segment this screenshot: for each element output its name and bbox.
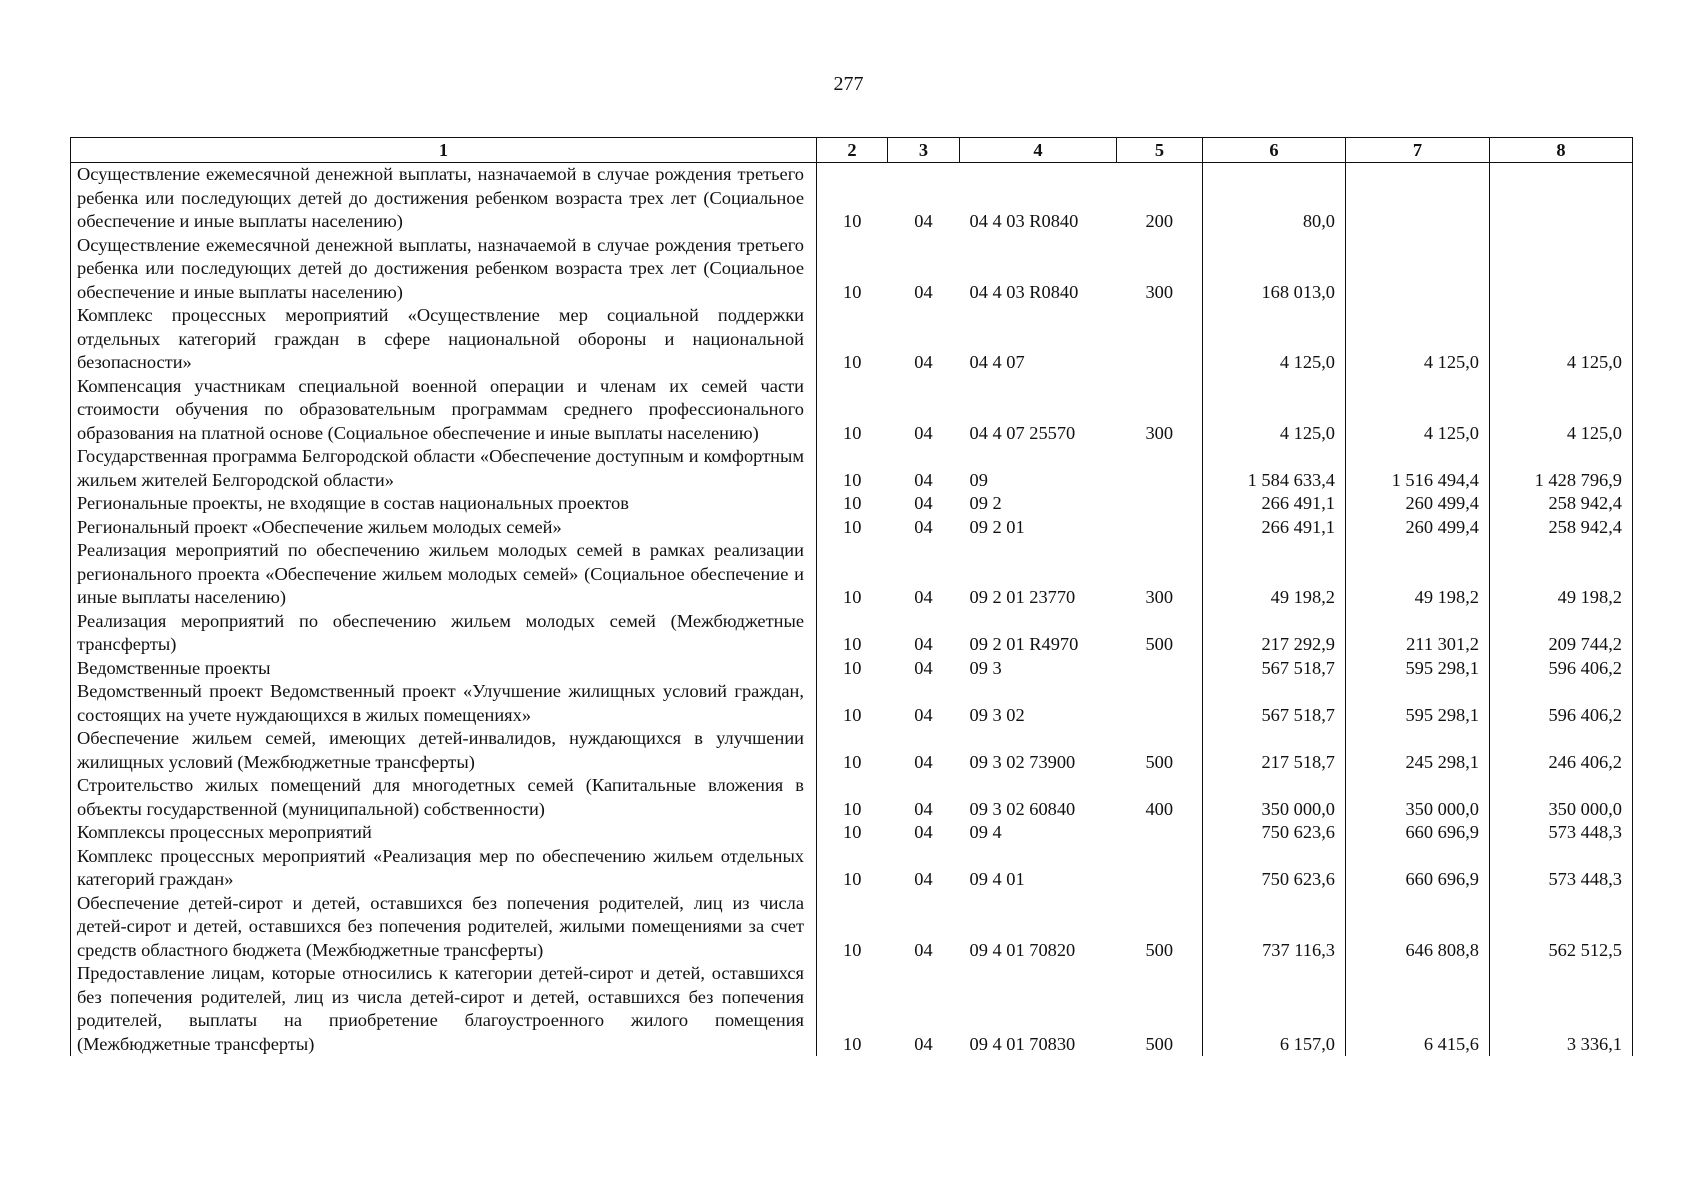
row-value-col6: 750 623,6 [1203,845,1346,892]
row-expense-type [1117,845,1203,892]
row-value-col6: 80,0 [1203,163,1346,234]
row-section: 10 [817,610,888,657]
row-target-code: 09 4 01 70830 [969,1033,1076,1054]
row-name: Осуществление ежемесячной денежной выплаты, назначаемой в случае рождения третьего ребенка или последующих детей до достижения ребенком возраста трех лет (Социальное обеспечение и иные выплаты населению) [71,234,817,305]
row-value-col8: 3 336,1 [1490,962,1633,1056]
row-name: Ведомственные проекты [71,657,817,681]
header-col-6: 6 [1203,138,1346,163]
row-value-col7: 646 808,8 [1346,892,1490,963]
row-section: 10 [817,821,888,845]
row-section: 10 [817,516,888,540]
row-subsection: 04 [914,1033,933,1054]
table-row [71,845,1633,892]
row-target-code: 09 3 [969,657,1002,678]
row-name: Компенсация участникам специальной военной операции и членам их семей части стоимости обучения по образовательным программам среднего профессионального образования на платной основе (Социальное обеспечение и иные выплаты населению) [71,375,817,446]
row-value-col8: 350 000,0 [1490,774,1633,821]
row-section: 10 [817,492,888,516]
row-subsection: 04 [914,211,933,231]
row-value-col8: 562 512,5 [1490,892,1633,963]
table-row [71,774,1633,821]
row-subsection: 04 [914,469,933,490]
budget-table [70,137,1633,1056]
row-section: 10 [817,304,888,375]
row-target-code: 09 2 [969,493,1002,513]
row-section: 10 [817,774,888,821]
row-subsection: 04 [914,704,933,725]
row-value-col8: 4 125,0 [1490,304,1633,375]
row-target-code: 09 2 01 23770 [969,587,1076,607]
table-row [71,657,1633,681]
header-col-3: 3 [888,138,960,163]
row-value-col7: 6 415,6 [1346,962,1490,1056]
row-name: Осуществление ежемесячной денежной выплаты, назначаемой в случае рождения третьего ребенка или последующих детей до достижения ребенком возраста трех лет (Социальное обеспечение и иные выплаты населению) [71,163,817,234]
table-header [71,138,1633,163]
row-value-col7: 660 696,9 [1346,845,1490,892]
row-value-col7: 4 125,0 [1346,304,1490,375]
row-value-col6: 49 198,2 [1203,539,1346,610]
table-row [71,492,1633,516]
row-value-col6: 567 518,7 [1203,657,1346,681]
row-section: 10 [817,892,888,963]
row-value-col6: 217 518,7 [1203,727,1346,774]
row-subsection: 04 [914,281,933,302]
row-value-col6: 217 292,9 [1203,610,1346,657]
row-section: 10 [817,234,888,305]
header-row [71,138,1633,163]
row-name: Строительство жилых помещений для многодетных семей (Капитальные вложения в объекты государственной (муниципальной) собственности) [71,774,817,821]
row-value-col7: 211 301,2 [1346,610,1490,657]
row-subsection: 04 [914,798,933,819]
header-col-4: 4 [960,138,1117,163]
row-value-col8 [1490,234,1633,305]
header-col-5: 5 [1117,138,1203,163]
row-value-col8: 246 406,2 [1490,727,1633,774]
table-row [71,539,1633,610]
row-value-col7 [1346,163,1490,234]
row-value-col6: 567 518,7 [1203,680,1346,727]
row-expense-type [1117,445,1203,492]
row-value-col6: 737 116,3 [1203,892,1346,963]
page-number: 277 [833,73,864,95]
table-row [71,234,1633,305]
row-section: 10 [817,445,888,492]
row-value-col6: 350 000,0 [1203,774,1346,821]
row-value-col7: 1 516 494,4 [1346,445,1490,492]
row-value-col6: 4 125,0 [1203,375,1346,446]
row-expense-type: 200 [1145,211,1174,231]
table-row [71,610,1633,657]
row-value-col8: 209 744,2 [1490,610,1633,657]
row-value-col6: 266 491,1 [1203,492,1346,516]
table-row [71,304,1633,375]
row-name: Региональные проекты, не входящие в состав национальных проектов [71,492,817,516]
row-value-col7: 4 125,0 [1346,375,1490,446]
row-value-col6: 4 125,0 [1203,304,1346,375]
row-value-col8: 596 406,2 [1490,680,1633,727]
row-value-col7: 350 000,0 [1346,774,1490,821]
row-section: 10 [817,539,888,610]
table-row [71,962,1633,1056]
row-name: Региональный проект «Обеспечение жильем молодых семей» [71,516,817,540]
row-expense-type: 500 [1145,634,1174,654]
row-value-col6: 168 013,0 [1203,234,1346,305]
row-value-col8: 258 942,4 [1490,492,1633,516]
row-section: 10 [817,680,888,727]
row-value-col7: 49 198,2 [1346,539,1490,610]
row-value-col8: 573 448,3 [1490,821,1633,845]
row-expense-type: 500 [1145,751,1174,772]
row-section: 10 [817,657,888,681]
row-value-col8 [1490,163,1633,234]
row-name: Обеспечение детей-сирот и детей, оставшихся без попечения родителей, лиц из числа детей-сирот и детей, оставшихся без попечения родителей, жилыми помещениями за счет средств областного бюджета (Межбюджетные трансферты) [71,892,817,963]
row-expense-type [1117,492,1203,516]
row-target-code: 09 4 01 [969,869,1025,889]
table-body [71,163,1633,1057]
row-subsection: 04 [914,657,933,678]
row-expense-type: 500 [1145,1033,1174,1054]
row-value-col8: 258 942,4 [1490,516,1633,540]
row-value-col6: 6 157,0 [1203,962,1346,1056]
table-row [71,821,1633,845]
row-section: 10 [817,375,888,446]
table-row [71,516,1633,540]
row-value-col7: 245 298,1 [1346,727,1490,774]
table-row [71,163,1633,234]
row-subsection: 04 [914,869,933,889]
table-row [71,445,1633,492]
row-subsection: 04 [914,493,933,513]
table-row [71,375,1633,446]
row-expense-type [1117,516,1203,540]
row-target-code: 09 2 01 R4970 [969,634,1079,654]
row-subsection: 04 [914,751,933,772]
table-row [71,727,1633,774]
row-name: Предоставление лицам, которые относились к категории детей-сирот и детей, оставшихся без попечения родителей, лиц из числа детей-сирот и детей, оставшихся без попечения родителей, выплаты на приобретение благоустроенного жилого помещения (Межбюджетные трансферты) [71,962,817,1056]
table-row [71,680,1633,727]
row-name: Реализация мероприятий по обеспечению жильем молодых семей (Межбюджетные трансферты) [71,610,817,657]
row-subsection: 04 [914,587,933,607]
row-expense-type: 300 [1145,587,1174,607]
row-target-code: 09 3 02 73900 [969,751,1076,772]
row-subsection: 04 [914,352,933,372]
row-target-code: 09 3 02 [969,704,1025,725]
row-value-col8: 596 406,2 [1490,657,1633,681]
row-name: Государственная программа Белгородской области «Обеспечение доступным и комфортным жильем жителей Белгородской области» [71,445,817,492]
row-name: Комплексы процессных мероприятий [71,821,817,845]
row-expense-type: 500 [1145,939,1174,960]
row-value-col8: 49 198,2 [1490,539,1633,610]
row-name: Комплекс процессных мероприятий «Реализация мер по обеспечению жильем отдельных категорий граждан» [71,845,817,892]
row-value-col8: 4 125,0 [1490,375,1633,446]
row-value-col7: 660 696,9 [1346,821,1490,845]
row-value-col6: 1 584 633,4 [1203,445,1346,492]
header-col-2: 2 [817,138,888,163]
row-target-code: 09 4 [969,822,1002,842]
row-subsection: 04 [914,422,933,443]
row-value-col8: 1 428 796,9 [1490,445,1633,492]
row-section: 10 [817,727,888,774]
row-value-col6: 266 491,1 [1203,516,1346,540]
row-expense-type [1117,657,1203,681]
row-section: 10 [817,163,888,234]
row-target-code: 09 [969,469,988,490]
row-expense-type [1117,680,1203,727]
row-name: Обеспечение жильем семей, имеющих детей-инвалидов, нуждающихся в улучшении жилищных условий (Межбюджетные трансферты) [71,727,817,774]
table-row [71,892,1633,963]
row-subsection: 04 [914,822,933,842]
row-subsection: 04 [914,516,933,537]
row-target-code: 04 4 07 [969,352,1025,372]
row-section: 10 [817,845,888,892]
row-name: Реализация мероприятий по обеспечению жильем молодых семей в рамках реализации регионального проекта «Обеспечение жильем молодых семей» (Социальное обеспечение и иные выплаты населению) [71,539,817,610]
row-value-col7: 595 298,1 [1346,657,1490,681]
row-expense-type [1117,304,1203,375]
header-col-8: 8 [1490,138,1633,163]
row-name: Комплекс процессных мероприятий «Осуществление мер социальной поддержки отдельных категорий граждан в сфере национальной обороны и национальной безопасности» [71,304,817,375]
row-target-code: 09 4 01 70820 [969,939,1076,960]
row-section: 10 [817,962,888,1056]
row-value-col7: 595 298,1 [1346,680,1490,727]
row-name: Ведомственный проект Ведомственный проект «Улучшение жилищных условий граждан, состоящих на учете нуждающихся в жилых помещениях» [71,680,817,727]
header-col-1: 1 [71,138,817,163]
header-col-7: 7 [1346,138,1490,163]
row-subsection: 04 [914,634,933,654]
row-target-code: 04 4 03 R0840 [969,281,1079,302]
row-value-col7: 260 499,4 [1346,516,1490,540]
row-subsection: 04 [914,939,933,960]
row-expense-type: 300 [1145,281,1174,302]
row-value-col6: 750 623,6 [1203,821,1346,845]
row-target-code: 04 4 07 25570 [969,422,1076,443]
row-value-col7: 260 499,4 [1346,492,1490,516]
row-target-code: 09 2 01 [969,516,1025,537]
row-target-code: 09 3 02 60840 [969,798,1076,819]
row-expense-type: 400 [1145,798,1174,819]
row-value-col8: 573 448,3 [1490,845,1633,892]
row-expense-type [1117,821,1203,845]
row-value-col7 [1346,234,1490,305]
row-expense-type: 300 [1145,422,1174,443]
row-target-code: 04 4 03 R0840 [969,211,1079,231]
